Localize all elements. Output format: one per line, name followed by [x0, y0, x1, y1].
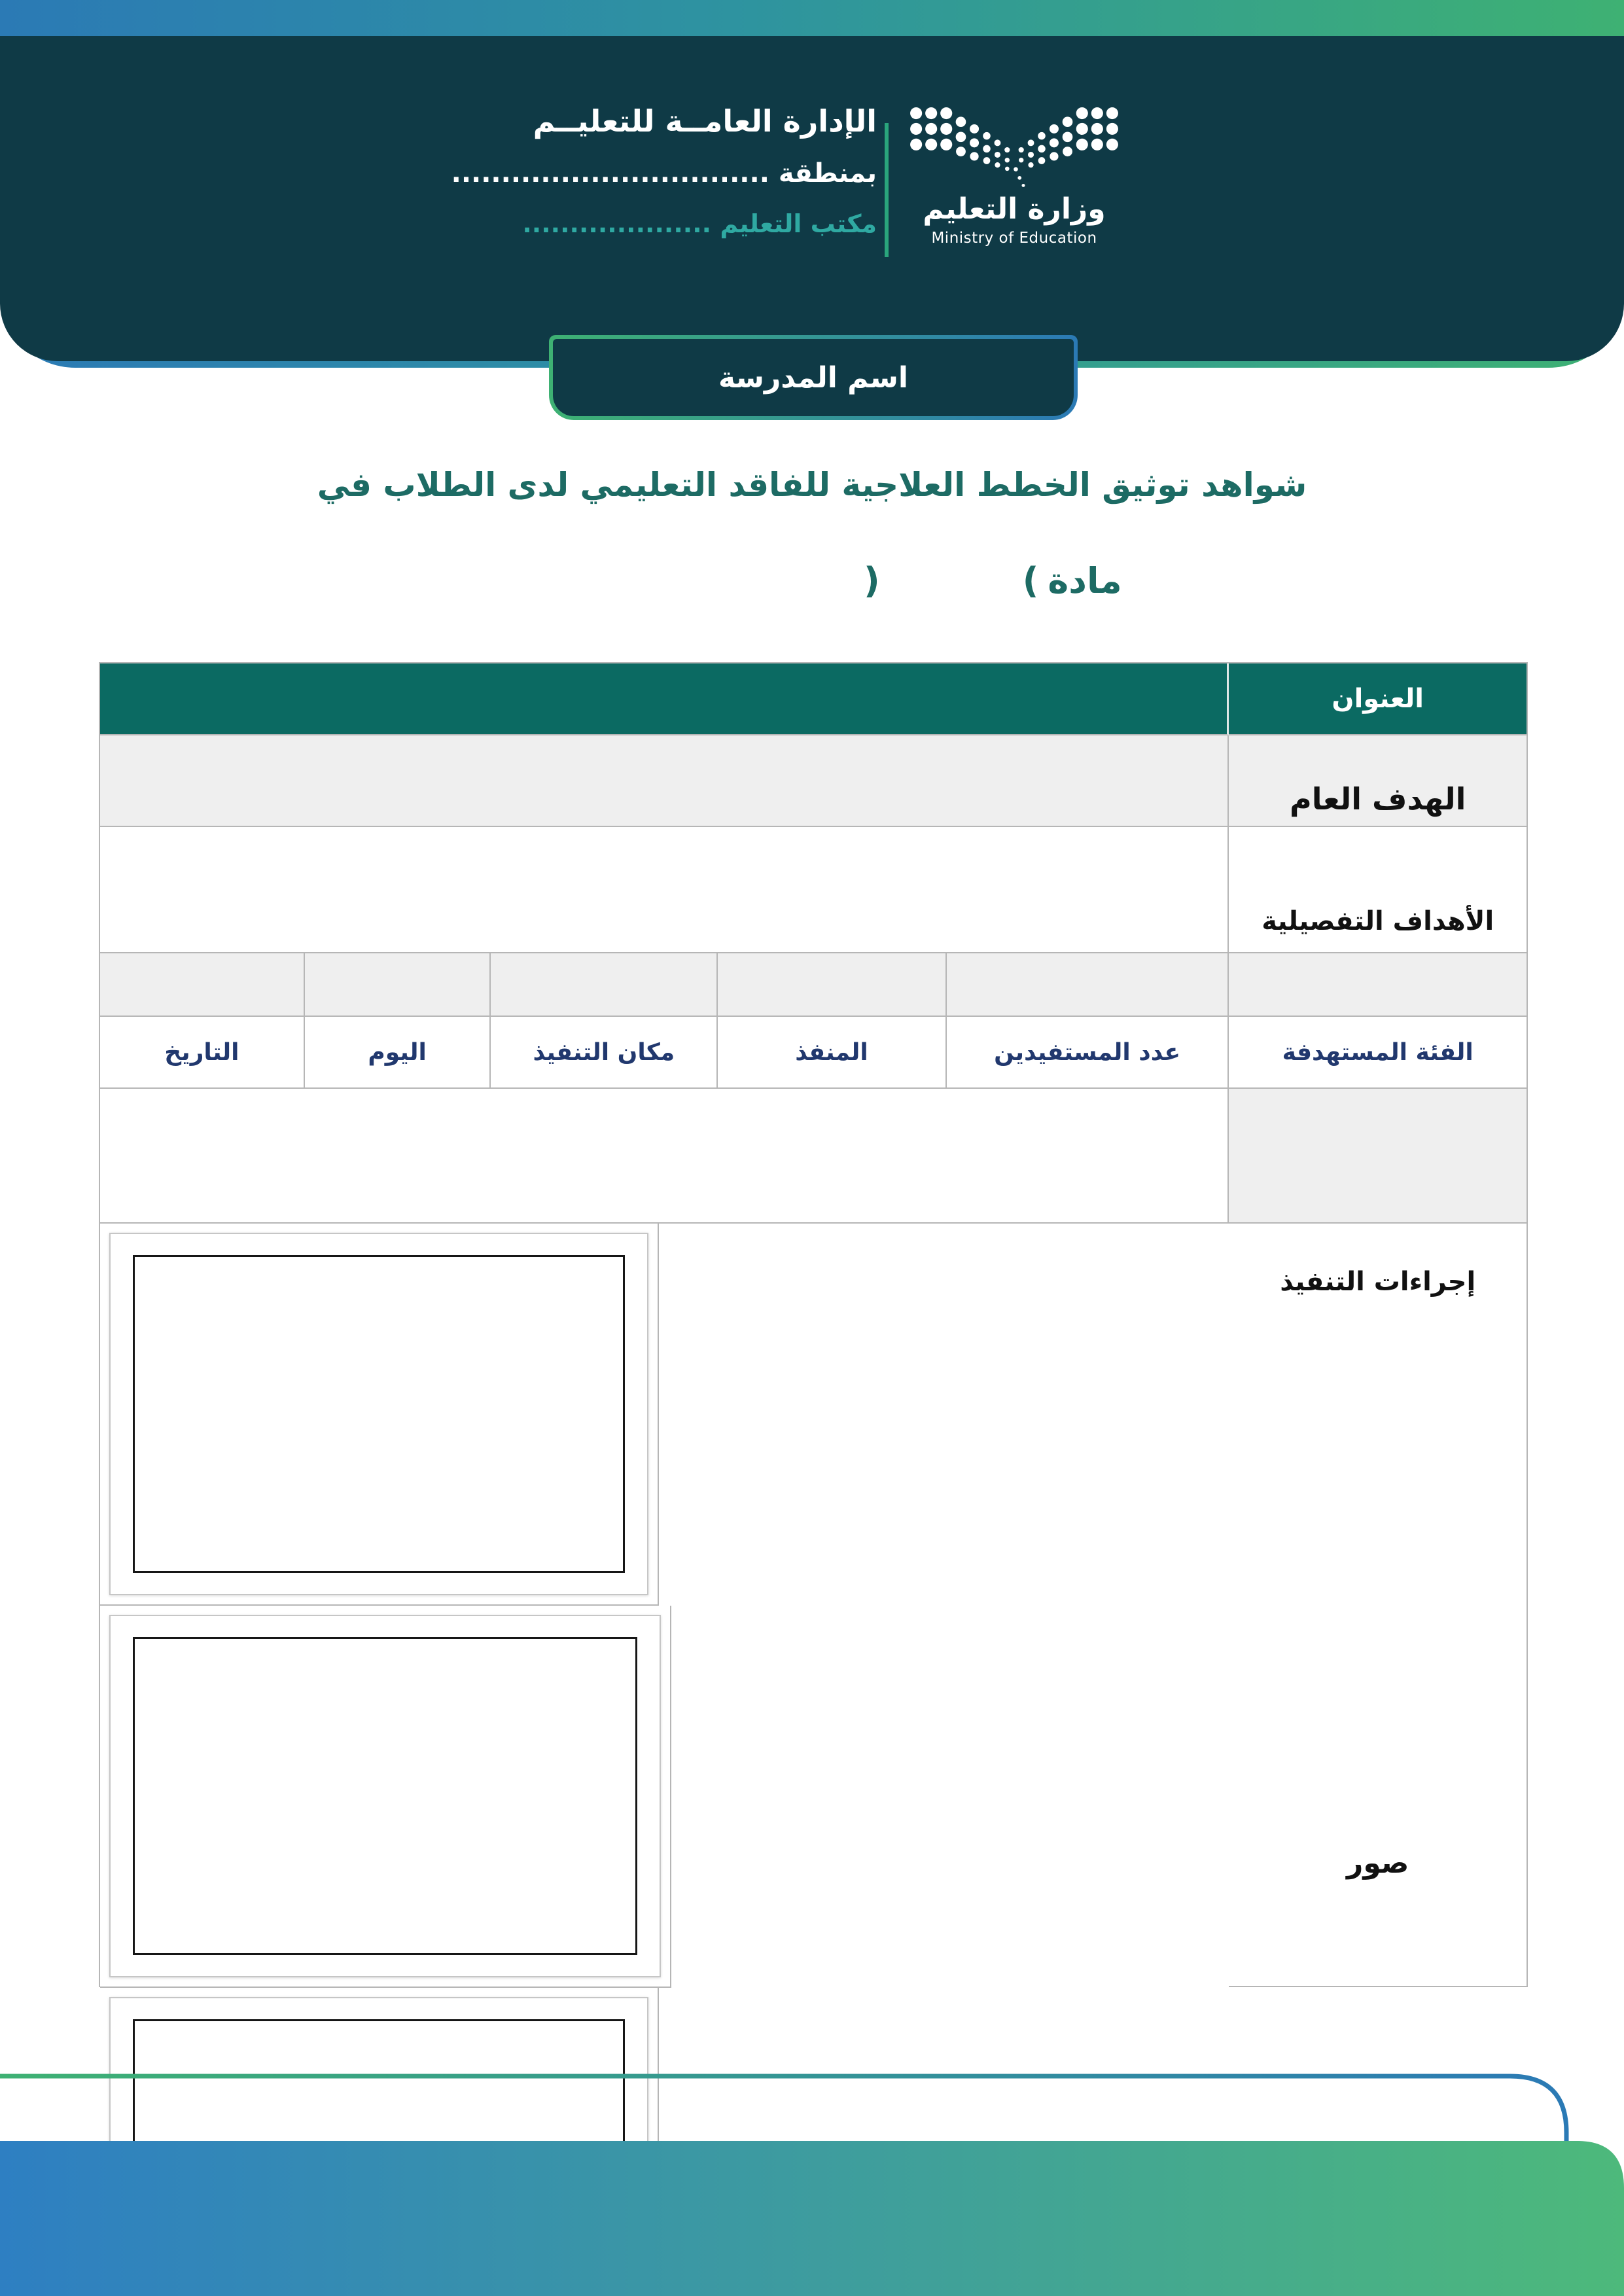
detailed-goals-label-cell	[1229, 827, 1528, 953]
ministry-logo	[906, 98, 1122, 247]
footer-gradient-band	[0, 2141, 1624, 2296]
ministry-wordmark-arabic: وزارة التعليم	[923, 192, 1106, 226]
title-label-cell	[1229, 663, 1528, 735]
page-title: شواهد توثيق الخطط العلاجية للفاقد التعليمي لدى الطلاب في	[317, 466, 1307, 504]
photos-label: صور	[1346, 1846, 1409, 1880]
photo-frame	[109, 1615, 661, 1977]
subject-line	[864, 551, 1165, 610]
footer-thin-line	[0, 2076, 1566, 2146]
photo-placeholder[interactable]	[133, 1637, 637, 1955]
place-value-cell[interactable]	[491, 953, 718, 1017]
procedures-photo-cell-1	[100, 1224, 659, 1606]
table-photo-section	[100, 1224, 1528, 1987]
extra-value-cell[interactable]	[100, 1089, 1229, 1224]
subject-open-paren: (	[1022, 559, 1039, 601]
table-row-general-goal	[100, 735, 1528, 827]
school-name-banner	[549, 335, 1078, 420]
day-value-cell[interactable]	[305, 953, 491, 1017]
column-header-target-group: الفئة المستهدفة	[1229, 1017, 1528, 1089]
header-divider-line	[885, 123, 889, 257]
date-value-cell[interactable]	[100, 953, 305, 1017]
organization-text-block	[288, 103, 877, 238]
column-header-place: مكان التنفيذ	[491, 1017, 718, 1089]
table-row-title	[100, 663, 1528, 735]
column-header-date: التاريخ	[100, 1017, 305, 1089]
general-goal-value-cell[interactable]	[100, 735, 1229, 827]
column-header-beneficiaries: عدد المستفيدين	[947, 1017, 1229, 1089]
table-row-empty-white	[100, 1089, 1528, 1224]
table-row-empty-gray	[100, 953, 1528, 1017]
photo-section-labels-cell	[1229, 1224, 1528, 1987]
subject-word: مادة	[1048, 559, 1122, 601]
region-line: بمنطقة ................................	[451, 158, 877, 188]
column-header-executor: المنفذ	[718, 1017, 947, 1089]
title-value-cell[interactable]	[100, 663, 1229, 735]
table-row-detailed-goals	[100, 827, 1528, 953]
general-goal-label: الهدف العام	[1290, 781, 1466, 817]
evidence-form-table	[99, 662, 1528, 1987]
procedures-photo-cell-2	[100, 1606, 671, 1988]
ministry-of-education-dots-icon	[906, 98, 1122, 190]
school-name-label: اسم المدرسة	[718, 361, 908, 395]
column-header-day: اليوم	[305, 1017, 491, 1089]
title-label: العنوان	[1332, 684, 1424, 714]
target-group-value-cell[interactable]	[1229, 953, 1528, 1017]
beneficiaries-value-cell[interactable]	[947, 953, 1229, 1017]
detailed-goals-label: الأهداف التفصيلية	[1262, 906, 1494, 936]
general-goal-label-cell	[1229, 735, 1528, 827]
general-administration-line: الإدارة العامــة للتعليــم	[533, 103, 877, 139]
footer-decoration	[0, 2034, 1624, 2296]
extra-label-cell	[1229, 1089, 1528, 1224]
table-row-column-headers	[100, 1017, 1528, 1089]
photo-frame	[109, 1233, 648, 1595]
detailed-goals-value-cell[interactable]	[100, 827, 1229, 953]
education-office-line: مكتب التعليم ....................	[522, 209, 877, 238]
photo-grid	[100, 1224, 1229, 1987]
ministry-wordmark-english: Ministry of Education	[931, 230, 1097, 247]
school-name-banner-inner	[553, 339, 1074, 416]
procedures-label: إجراءات التنفيذ	[1280, 1267, 1476, 1297]
photo-placeholder[interactable]	[133, 1255, 625, 1573]
executor-value-cell[interactable]	[718, 953, 947, 1017]
subject-close-paren: )	[864, 559, 880, 601]
